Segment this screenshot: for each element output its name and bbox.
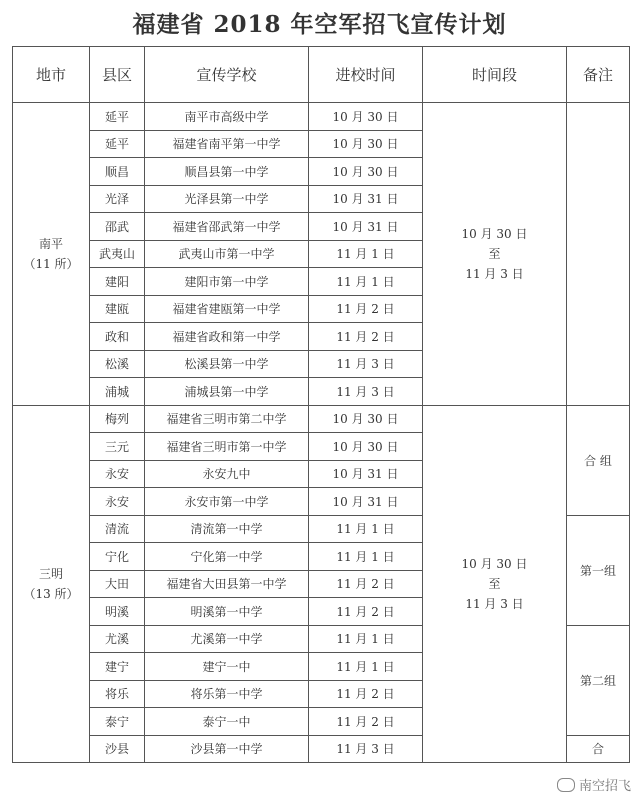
watermark-text: 南空招飞 — [578, 779, 631, 794]
period-line: 至 — [488, 246, 501, 261]
school-cell: 建宁一中 — [145, 653, 309, 681]
date-cell: 11 月 1 日 — [309, 543, 423, 571]
school-cell: 顺昌县第一中学 — [145, 158, 309, 186]
school-cell: 永安市第一中学 — [145, 488, 309, 516]
date-cell: 10 月 30 日 — [309, 405, 423, 433]
page-title: 福建省 2018 年空军招飞宣传计划 — [132, 11, 507, 38]
date-cell: 10 月 31 日 — [309, 213, 423, 241]
county-cell: 沙县 — [90, 735, 145, 763]
school-cell: 清流第一中学 — [145, 515, 309, 543]
school-cell: 明溪第一中学 — [145, 598, 309, 626]
county-cell: 宁化 — [90, 543, 145, 571]
date-cell: 10 月 31 日 — [309, 185, 423, 213]
plan-table — [12, 46, 630, 763]
date-cell: 11 月 2 日 — [309, 323, 423, 351]
school-cell: 南平市高级中学 — [145, 103, 309, 131]
county-cell: 延平 — [90, 103, 145, 131]
period-cell — [423, 103, 567, 406]
header-city: 地市 — [13, 47, 90, 103]
note-cell: 第二组 — [567, 625, 630, 735]
county-cell: 梅列 — [90, 405, 145, 433]
county-cell: 武夷山 — [90, 240, 145, 268]
date-cell: 10 月 30 日 — [309, 103, 423, 131]
county-cell: 三元 — [90, 433, 145, 461]
date-cell: 11 月 2 日 — [309, 295, 423, 323]
county-cell: 顺昌 — [90, 158, 145, 186]
date-cell: 10 月 31 日 — [309, 488, 423, 516]
school-cell: 将乐第一中学 — [145, 680, 309, 708]
date-cell: 11 月 1 日 — [309, 240, 423, 268]
table-row — [13, 405, 630, 433]
school-cell: 福建省政和第一中学 — [145, 323, 309, 351]
date-cell: 11 月 3 日 — [309, 735, 423, 763]
header-school: 宣传学校 — [145, 47, 309, 103]
county-cell: 大田 — [90, 570, 145, 598]
city-name: 南平 — [38, 236, 63, 251]
table-row — [13, 103, 630, 131]
county-cell: 建瓯 — [90, 295, 145, 323]
date-cell: 11 月 3 日 — [309, 350, 423, 378]
county-cell: 永安 — [90, 488, 145, 516]
note-cell — [567, 103, 630, 406]
school-cell: 建阳市第一中学 — [145, 268, 309, 296]
city-count: （13 所） — [23, 586, 79, 601]
city-name: 三明 — [38, 566, 63, 581]
header-period: 时间段 — [423, 47, 567, 103]
date-cell: 10 月 30 日 — [309, 433, 423, 461]
county-cell: 浦城 — [90, 378, 145, 406]
school-cell: 福建省南平第一中学 — [145, 130, 309, 158]
date-cell: 11 月 2 日 — [309, 680, 423, 708]
date-cell: 10 月 30 日 — [309, 130, 423, 158]
date-cell: 11 月 2 日 — [309, 598, 423, 626]
school-cell: 福建省三明市第二中学 — [145, 405, 309, 433]
county-cell: 清流 — [90, 515, 145, 543]
watermark — [557, 775, 631, 794]
date-cell: 11 月 1 日 — [309, 515, 423, 543]
county-cell: 建宁 — [90, 653, 145, 681]
school-cell: 光泽县第一中学 — [145, 185, 309, 213]
date-cell: 10 月 31 日 — [309, 460, 423, 488]
note-cell: 合 组 — [567, 405, 630, 515]
school-cell: 福建省邵武第一中学 — [145, 213, 309, 241]
school-cell: 永安九中 — [145, 460, 309, 488]
school-cell: 福建省大田县第一中学 — [145, 570, 309, 598]
county-cell: 政和 — [90, 323, 145, 351]
date-cell: 11 月 2 日 — [309, 708, 423, 736]
note-cell: 第一组 — [567, 515, 630, 625]
county-cell: 将乐 — [90, 680, 145, 708]
date-cell: 11 月 1 日 — [309, 625, 423, 653]
date-cell: 11 月 2 日 — [309, 570, 423, 598]
period-line: 10 月 30 日 — [461, 226, 528, 241]
school-cell: 武夷山市第一中学 — [145, 240, 309, 268]
city-cell — [13, 405, 90, 763]
county-cell: 延平 — [90, 130, 145, 158]
period-line: 至 — [488, 576, 501, 591]
date-cell: 10 月 30 日 — [309, 158, 423, 186]
header-note: 备注 — [567, 47, 630, 103]
period-line: 11 月 3 日 — [465, 596, 524, 611]
school-cell: 松溪县第一中学 — [145, 350, 309, 378]
county-cell: 建阳 — [90, 268, 145, 296]
school-cell: 浦城县第一中学 — [145, 378, 309, 406]
header-date: 进校时间 — [309, 47, 423, 103]
school-cell: 宁化第一中学 — [145, 543, 309, 571]
school-cell: 沙县第一中学 — [145, 735, 309, 763]
county-cell: 邵武 — [90, 213, 145, 241]
header-county: 县区 — [90, 47, 145, 103]
county-cell: 松溪 — [90, 350, 145, 378]
county-cell: 尤溪 — [90, 625, 145, 653]
period-line: 10 月 30 日 — [461, 556, 528, 571]
date-cell: 11 月 1 日 — [309, 268, 423, 296]
county-cell: 光泽 — [90, 185, 145, 213]
date-cell: 11 月 3 日 — [309, 378, 423, 406]
period-line: 11 月 3 日 — [465, 266, 524, 281]
city-cell — [13, 103, 90, 406]
county-cell: 永安 — [90, 460, 145, 488]
city-count: （11 所） — [23, 256, 79, 271]
note-cell: 合 — [567, 735, 630, 763]
county-cell: 泰宁 — [90, 708, 145, 736]
header-row — [13, 47, 630, 103]
school-cell: 泰宁一中 — [145, 708, 309, 736]
period-cell — [423, 405, 567, 763]
school-cell: 尤溪第一中学 — [145, 625, 309, 653]
school-cell: 福建省建瓯第一中学 — [145, 295, 309, 323]
school-cell: 福建省三明市第一中学 — [145, 433, 309, 461]
wechat-icon — [557, 778, 575, 792]
county-cell: 明溪 — [90, 598, 145, 626]
date-cell: 11 月 1 日 — [309, 653, 423, 681]
